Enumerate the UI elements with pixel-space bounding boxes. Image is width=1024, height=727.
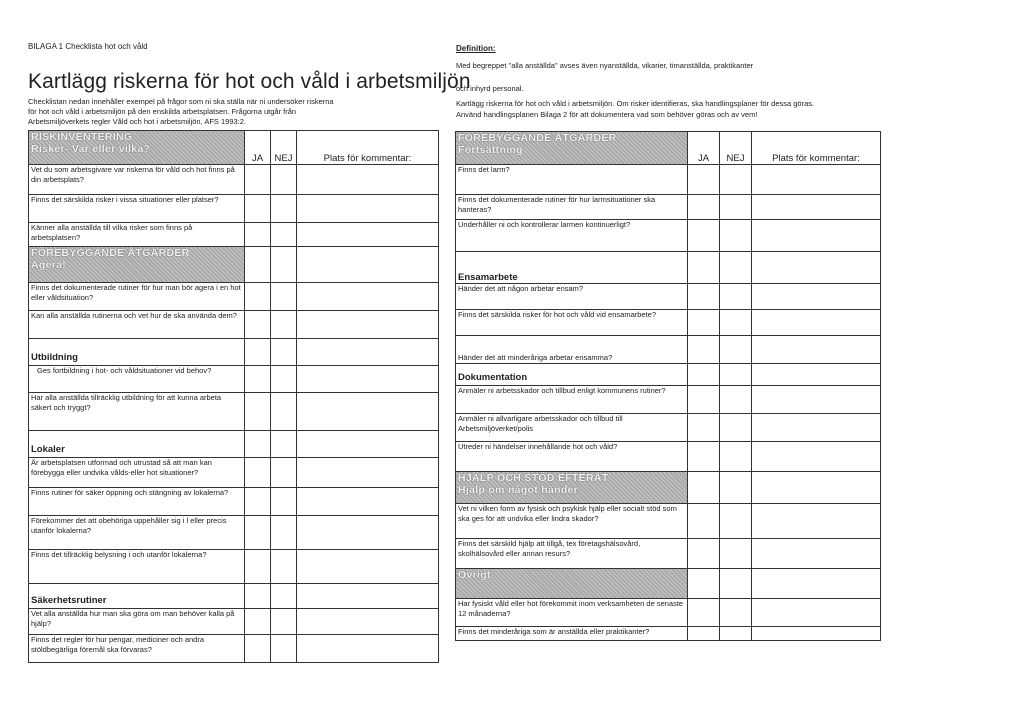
question-cell: Finns det minderåriga som är anställda eller praktikanter? [456,627,688,641]
comment-field[interactable] [297,393,439,431]
comment-field[interactable] [752,386,881,414]
section-lokaler: Lokaler [29,431,245,458]
empty-cell [297,247,439,283]
ja-checkbox[interactable] [245,165,271,195]
question-cell: Finns det regler för hur pengar, mediciner och andra stöldbegärliga föremål ska förvaras? [29,635,245,663]
empty-cell [297,584,439,609]
question-cell: Finns rutiner för säker öppning och stängning av lokalerna? [29,488,245,516]
section-header-subtitle: Hjälp om något händer [458,484,579,496]
ja-checkbox[interactable] [245,195,271,223]
question-cell: Vet alla anställda hur man ska göra om man behöver kalla på hjälp? [29,609,245,635]
nej-checkbox[interactable] [271,635,297,663]
definition-line: och inhyrd personal. [456,84,524,93]
ja-checkbox[interactable] [245,609,271,635]
intro-line: för hot och våld i arbetsmiljön på den enskilda arbetsplatsen. Frågorna utgår från [28,107,297,116]
section-header-subtitle: Fortsättning [458,144,523,156]
empty-cell [271,247,297,283]
comment-column-header: Plats för kommentar: [752,132,881,165]
nej-checkbox[interactable] [720,220,752,252]
comment-field[interactable] [752,504,881,539]
question-cell: Har fysiskt våld eller hot förekommit inom verksamheten de senaste 12 månaderna? [456,599,688,627]
left-checklist-table [28,130,439,663]
nej-checkbox[interactable] [720,310,752,336]
ja-checkbox[interactable] [688,414,720,442]
question-cell: Anmäler ni allvarligare arbetsskador och tillbud till Arbetsmiljöverket/polis [456,414,688,442]
empty-cell [688,472,720,504]
empty-cell [297,339,439,366]
nej-checkbox[interactable] [271,609,297,635]
forebyggande-fortsattning-header [456,132,688,165]
empty-cell [752,569,881,599]
ja-checkbox[interactable] [245,458,271,488]
ja-checkbox[interactable] [688,336,720,364]
ja-checkbox[interactable] [245,223,271,247]
question-cell: Finns det särskilda risker för hot och våld vid ensamarbete? [456,310,688,336]
nej-checkbox[interactable] [271,550,297,584]
question-cell: Händer det att någon arbetar ensam? [456,284,688,310]
comment-field[interactable] [297,488,439,516]
question-cell: Anmäler ni arbetsskador och tillbud enligt kommunens rutiner? [456,386,688,414]
ovrigt-header [456,569,688,599]
comment-field[interactable] [752,442,881,472]
nej-checkbox[interactable] [271,516,297,550]
question-cell: Händer det att minderåriga arbetar ensamma? [456,336,688,364]
nej-checkbox[interactable] [271,488,297,516]
section-header-title: HJÄLP OCH STÖD EFTERÅT [458,472,609,484]
section-dokumentation: Dokumentation [456,364,688,386]
empty-cell [245,339,271,366]
comment-field[interactable] [297,458,439,488]
comment-field[interactable] [752,310,881,336]
comment-field[interactable] [752,599,881,627]
empty-cell [271,339,297,366]
ja-checkbox[interactable] [688,504,720,539]
question-cell: Finns det larm? [456,165,688,195]
nej-column-header: NEJ [271,131,297,165]
comment-field[interactable] [297,311,439,339]
question-cell: Vet du som arbetsgivare var riskerna för våld och hot finns på din arbetsplats? [29,165,245,195]
empty-cell [720,364,752,386]
ja-column-header: JA [245,131,271,165]
ja-checkbox[interactable] [688,599,720,627]
comment-field[interactable] [752,220,881,252]
comment-field[interactable] [297,223,439,247]
ja-checkbox[interactable] [245,393,271,431]
comment-column-header: Plats för kommentar: [297,131,439,165]
empty-cell [688,569,720,599]
intro-line: Arbetsmiljöverkets regler Våld och hot i arbetsmiljön, AFS 1993:2. [28,117,247,126]
empty-cell [271,431,297,458]
empty-cell [720,472,752,504]
section-header-title: RISKINVENTERING [31,131,133,143]
empty-cell [688,364,720,386]
definition-line: Med begreppet "alla anställda" avses även nyanställda, vikarier, timanställda, praktikanter [456,61,754,70]
hjalp-och-stod-header [456,472,688,504]
empty-cell [245,247,271,283]
empty-cell [752,472,881,504]
question-cell: Vet ni vilken form av fysisk och psykisk hjälp eller socialt stöd som ska ges för att undvika eller lindra skador? [456,504,688,539]
question-cell: Har alla anställda tillräcklig utbildning för att kunna arbeta säkert och tryggt? [29,393,245,431]
question-cell: Förekommer det att obehöriga uppehåller sig i l eller precis utanför lokalerna? [29,516,245,550]
definition-heading: Definition: [456,44,496,53]
ja-checkbox[interactable] [245,311,271,339]
nej-checkbox[interactable] [720,284,752,310]
nej-checkbox[interactable] [720,599,752,627]
nej-checkbox[interactable] [720,442,752,472]
page-title: Kartlägg riskerna för hot och våld i arbetsmiljön [28,70,471,93]
comment-field[interactable] [752,284,881,310]
section-ensamarbete: Ensamarbete [456,252,688,284]
nej-checkbox[interactable] [720,165,752,195]
nej-checkbox[interactable] [720,627,752,641]
comment-field[interactable] [297,516,439,550]
nej-checkbox[interactable] [271,165,297,195]
empty-cell [245,431,271,458]
empty-cell [720,569,752,599]
intro-line: Checklistan nedan innehåller exempel på frågor som ni ska ställa när ni undersöker riskerna [28,97,334,106]
ja-checkbox[interactable] [688,195,720,220]
question-cell: Kan alla anställda rutinerna och vet hur de ska använda dem? [29,311,245,339]
question-cell: Finns det tillräcklig belysning i och utanför lokalerna? [29,550,245,584]
ja-checkbox[interactable] [688,386,720,414]
comment-field[interactable] [752,414,881,442]
section-header-subtitle: Risker- Var eller vilka? [31,143,151,155]
ja-column-header: JA [688,132,720,165]
right-checklist-table [455,131,881,641]
section-header-title: FÖREBYGGANDE ÅTGÄRDER [31,247,190,259]
ja-checkbox[interactable] [688,220,720,252]
nej-checkbox[interactable] [271,366,297,393]
nej-checkbox[interactable] [720,195,752,220]
definition-line: Kartlägg riskerna för hot och våld i arbetsmiljön. Om risker identifieras, ska handlingsplaner för dessa göras. [456,99,815,108]
comment-field[interactable] [297,550,439,584]
empty-cell [271,584,297,609]
nej-checkbox[interactable] [271,393,297,431]
comment-field[interactable] [297,283,439,311]
nej-checkbox[interactable] [271,223,297,247]
comment-field[interactable] [752,195,881,220]
question-cell: Finns det särskild hjälp att tillgå, tex företagshälsovård, skolhälsovård eller annan resurs? [456,539,688,569]
question-cell: Ges fortbildning i hot- och våldsituationer vid behov? [29,366,245,393]
comment-field[interactable] [297,195,439,223]
nej-checkbox[interactable] [720,336,752,364]
question-cell: Finns det särskilda risker i vissa situationer eller platser? [29,195,245,223]
ja-checkbox[interactable] [688,442,720,472]
ja-checkbox[interactable] [688,284,720,310]
question-cell: Finns det dokumenterade rutiner för hur man bör agera i en hot eller våldsituation? [29,283,245,311]
document-label: BILAGA 1 Checklista hot och våld [28,42,148,51]
ja-checkbox[interactable] [245,516,271,550]
comment-field[interactable] [297,635,439,663]
ja-checkbox[interactable] [688,539,720,569]
comment-field[interactable] [297,609,439,635]
nej-checkbox[interactable] [720,386,752,414]
ja-checkbox[interactable] [245,488,271,516]
nej-checkbox[interactable] [271,458,297,488]
question-cell: Utreder ni händelser innehållande hot och våld? [456,442,688,472]
ja-checkbox[interactable] [688,627,720,641]
nej-checkbox[interactable] [720,504,752,539]
question-cell: Känner alla anställda till vilka risker som finns på arbetsplatsen? [29,223,245,247]
comment-field[interactable] [752,539,881,569]
empty-cell [752,252,881,284]
intro-text [28,97,428,127]
question-cell: Är arbetsplatsen utformad och utrustad så att man kan förebygga eller undvika vålds-eller hot situationer? [29,458,245,488]
empty-cell [720,252,752,284]
comment-field[interactable] [752,627,881,641]
nej-checkbox[interactable] [271,311,297,339]
nej-column-header: NEJ [720,132,752,165]
ja-checkbox[interactable] [245,550,271,584]
ja-checkbox[interactable] [688,165,720,195]
section-utbildning: Utbildning [29,339,245,366]
nej-checkbox[interactable] [720,414,752,442]
empty-cell [297,431,439,458]
nej-checkbox[interactable] [271,283,297,311]
question-cell: Underhåller ni och kontrollerar larmen kontinuerligt? [456,220,688,252]
nej-checkbox[interactable] [720,539,752,569]
nej-checkbox[interactable] [271,195,297,223]
ja-checkbox[interactable] [245,366,271,393]
ja-checkbox[interactable] [245,635,271,663]
empty-cell [752,364,881,386]
forebyggande-header [29,247,245,283]
comment-field[interactable] [297,165,439,195]
ja-checkbox[interactable] [245,283,271,311]
section-header-title: Övrigt [458,569,491,581]
empty-cell [688,252,720,284]
ja-checkbox[interactable] [688,310,720,336]
comment-field[interactable] [752,165,881,195]
empty-cell [245,584,271,609]
riskinventering-header [29,131,245,165]
definition-line: Använd handlingsplanen Bilaga 2 för att dokumentera vad som behöver göras och av vem! [456,110,758,119]
section-sakerhetsrutiner: Säkerhetsrutiner [29,584,245,609]
question-cell: Finns det dokumenterade rutiner för hur larmsituationer ska hanteras? [456,195,688,220]
comment-field[interactable] [752,336,881,364]
section-header-subtitle: Agera! [31,259,67,271]
section-header-title: FÖREBYGGANDE ÅTGÄRDER [458,132,617,144]
comment-field[interactable] [297,366,439,393]
